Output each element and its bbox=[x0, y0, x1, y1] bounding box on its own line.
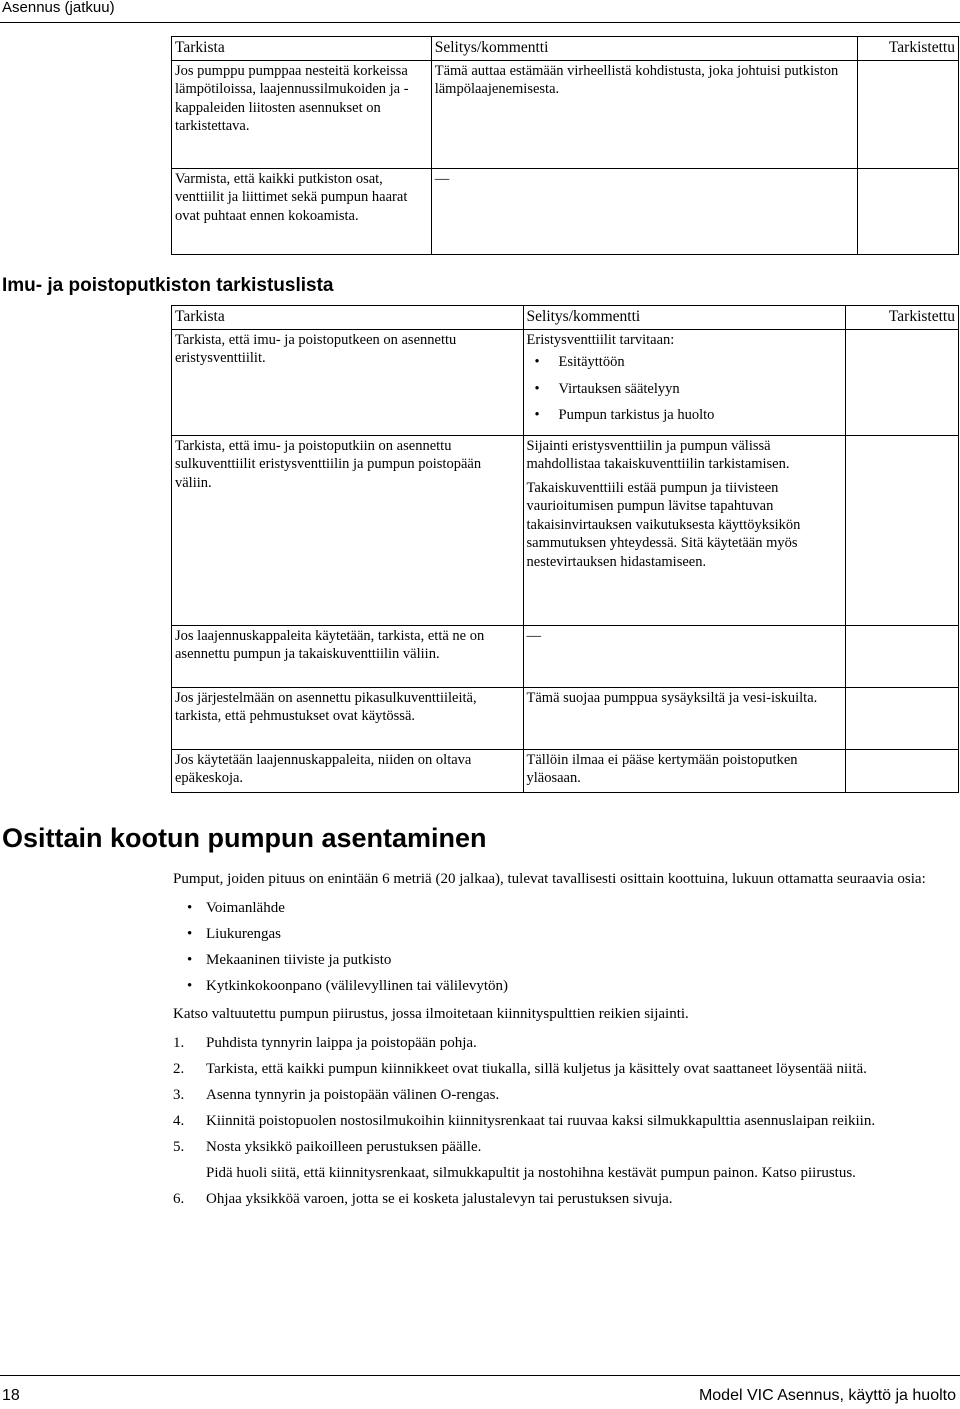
table-row bbox=[172, 329, 959, 435]
comment-cell: Tällöin ilmaa ei pääse kertymään poistoputken yläosaan. bbox=[523, 749, 846, 792]
intro-paragraph: Pumput, joiden pituus on enintään 6 metriä (20 jalkaa), tulevat tavallisesti osittain koottuina, lukuun ottamatta seuraavia osia: bbox=[173, 871, 926, 887]
check-cell: Jos pumppu pumppaa nesteitä korkeissa lämpötiloissa, laajennussilmukoiden ja -kappaleiden liitosten asennukset on tarkistettava. bbox=[172, 60, 432, 168]
list-item: • Virtauksen säätelyyn bbox=[527, 380, 843, 399]
step-item bbox=[173, 1138, 958, 1183]
col-header-check: Tarkista bbox=[172, 306, 524, 330]
step-text: Ohjaa yksikköä varoen, jotta se ei kosketa jalustalevyn tai perustuksen sivuja. bbox=[206, 1191, 673, 1207]
step-text: Nosta yksikkö paikoilleen perustuksen päälle. bbox=[206, 1139, 482, 1155]
list-item: • Voimanlähde bbox=[173, 899, 958, 925]
step-number: 1. bbox=[173, 1035, 185, 1051]
col-header-check: Tarkista bbox=[172, 37, 432, 61]
comment-text: Eristysventtiilit tarvitaan: bbox=[526, 331, 675, 348]
section-heading-osittain: Osittain kootun pumpun asentaminen bbox=[2, 823, 487, 853]
running-header: Asennus (jatkuu) bbox=[2, 0, 115, 16]
table-row bbox=[172, 749, 959, 792]
step-item bbox=[173, 1086, 958, 1105]
step-text: Tarkista, että kaikki pumpun kiinnikkeet ovat tiukalla, sillä kuljetus ja käsittely ovat saattaneet löysentää niitä. bbox=[206, 1061, 867, 1077]
comment-cell bbox=[523, 435, 846, 625]
step-item bbox=[173, 1190, 958, 1209]
step-text: Asenna tynnyrin ja poistopään välinen O-rengas. bbox=[206, 1087, 500, 1103]
check-cell: Jos järjestelmään on asennettu pikasulkuventtiileitä, tarkista, että pehmustukset ovat käytössä. bbox=[172, 687, 524, 749]
checklist-table-2 bbox=[171, 305, 959, 793]
list-item: • Kytkinkokoonpano (välilevyllinen tai välilevytön) bbox=[173, 977, 958, 1003]
table-header-row bbox=[172, 306, 959, 330]
parts-list bbox=[173, 899, 958, 1003]
checklist-table-1 bbox=[171, 36, 959, 255]
footer-rule bbox=[0, 1375, 960, 1376]
footer-doc-title: Model VIC Asennus, käyttö ja huolto bbox=[698, 1387, 956, 1404]
page-number: 18 bbox=[2, 1387, 20, 1404]
step-number: 4. bbox=[173, 1113, 185, 1129]
step-item bbox=[173, 1112, 958, 1131]
step-subtext: Pidä huoli siitä, että kiinnitysrenkaat, silmukkapultit ja nostohihna kestävät pumpun painon. Katso piirustus. bbox=[206, 1165, 856, 1181]
step-number: 3. bbox=[173, 1087, 185, 1103]
steps-list bbox=[173, 1034, 958, 1209]
bullet-list bbox=[527, 353, 843, 425]
table-row bbox=[172, 435, 959, 625]
check-cell: Jos käytetään laajennuskappaleita, niiden on oltava epäkeskoja. bbox=[172, 749, 524, 792]
step-text: Puhdista tynnyrin laippa ja poistopään pohja. bbox=[206, 1035, 477, 1051]
done-cell bbox=[846, 749, 959, 792]
done-cell bbox=[846, 435, 959, 625]
col-header-done: Tarkistettu bbox=[846, 306, 959, 330]
comment-cell: — bbox=[431, 168, 857, 254]
step-number: 6. bbox=[173, 1191, 185, 1207]
table-row bbox=[172, 60, 959, 168]
done-cell bbox=[846, 329, 959, 435]
check-cell: Varmista, että kaikki putkiston osat, venttiilit ja liittimet sekä pumpun haarat ovat puhtaat ennen kokoamista. bbox=[172, 168, 432, 254]
step-item bbox=[173, 1060, 958, 1079]
note-paragraph: Katso valtuutettu pumpun piirustus, jossa ilmoitetaan kiinnityspulttien reikien sijainti. bbox=[173, 1006, 689, 1022]
col-header-done: Tarkistettu bbox=[858, 37, 959, 61]
list-item: • Pumpun tarkistus ja huolto bbox=[527, 406, 843, 425]
step-text: Kiinnitä poistopuolen nostosilmukoihin kiinnitysrenkaat tai ruuvaa kaksi silmukkapulttia asennuslaipan reikiin. bbox=[206, 1113, 876, 1129]
table-header-row bbox=[172, 37, 959, 61]
list-item: • Mekaaninen tiiviste ja putkisto bbox=[173, 951, 958, 977]
section-body bbox=[173, 870, 958, 1216]
comment-cell: — bbox=[523, 625, 846, 687]
comment-text: Sijainti eristysventtiilin ja pumpun välissä mahdollistaa takaiskuventtiilin tarkistamisen. bbox=[526, 437, 790, 472]
table-row bbox=[172, 687, 959, 749]
comment-cell: Tämä suojaa pumppua sysäyksiltä ja vesi-iskuilta. bbox=[523, 687, 846, 749]
step-number: 2. bbox=[173, 1061, 185, 1077]
check-cell: Jos laajennuskappaleita käytetään, tarkista, että ne on asennettu pumpun ja takaiskuventtiilin väliin. bbox=[172, 625, 524, 687]
step-number: 5. bbox=[173, 1139, 185, 1155]
col-header-comment: Selitys/kommentti bbox=[431, 37, 857, 61]
col-header-comment: Selitys/kommentti bbox=[523, 306, 846, 330]
comment-cell: Tämä auttaa estämään virheellistä kohdistusta, joka johtuisi putkiston lämpölaajenemisesta. bbox=[431, 60, 857, 168]
done-cell bbox=[846, 687, 959, 749]
section-heading-imu: Imu- ja poistoputkiston tarkistuslista bbox=[2, 275, 334, 296]
check-cell: Tarkista, että imu- ja poistoputkeen on asennettu eristysventtiilit. bbox=[172, 329, 524, 435]
comment-cell bbox=[523, 329, 846, 435]
done-cell bbox=[858, 60, 959, 168]
table-row bbox=[172, 625, 959, 687]
done-cell bbox=[846, 625, 959, 687]
comment-text-2: Takaiskuventtiili estää pumpun ja tiivisteen vaurioitumisen pumpun lävitse tapahtuvan takaisinvirtauksen vaikutuksesta käyttöyksikön sammutuksen yhteydessä. Sitä käytetään myös nestevirtauksen hidastamiseen. bbox=[526, 479, 801, 570]
done-cell bbox=[858, 168, 959, 254]
list-item: • Liukurengas bbox=[173, 925, 958, 951]
check-cell: Tarkista, että imu- ja poistoputkiin on asennettu sulkuventtiilit eristysventtiilin ja pumpun poistopään väliin. bbox=[172, 435, 524, 625]
table-row bbox=[172, 168, 959, 254]
step-item bbox=[173, 1034, 958, 1053]
list-item: • Esitäyttöön bbox=[527, 353, 843, 372]
header-rule bbox=[0, 22, 960, 23]
